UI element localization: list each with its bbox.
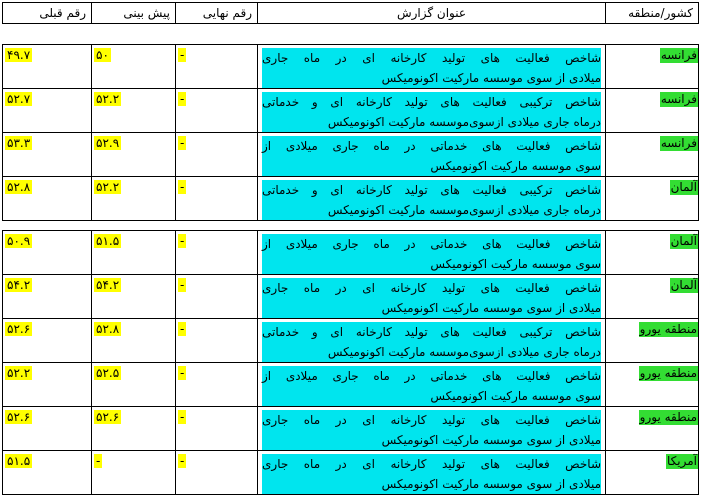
previous-value-cell (3, 407, 92, 451)
final-value-cell (176, 133, 258, 177)
table-row (3, 177, 699, 221)
previous-value: ۵۲.۷ (7, 92, 31, 106)
previous-value-cell (3, 133, 92, 177)
report-title-line-1: شاخص ترکیبی فعالیت های تولید کارخانه ای و خدماتی (262, 322, 601, 342)
country-label: آلمان (670, 278, 697, 292)
forecast-value-cell (92, 231, 176, 275)
country-label: آلمان (670, 180, 697, 194)
country-cell (606, 451, 699, 495)
report-title-line-1: شاخص ترکیبی فعالیت های تولید کارخانه ای و خدماتی (262, 92, 601, 112)
report-title-cell (258, 407, 606, 451)
final-value-cell (176, 231, 258, 275)
country-cell (606, 407, 699, 451)
table-row (3, 275, 699, 319)
country-label: آلمان (670, 234, 697, 248)
previous-value-cell (3, 451, 92, 495)
report-title-line-1: شاخص ترکیبی فعالیت های تولید کارخانه ای و خدماتی (262, 180, 601, 200)
forecast-value-cell (92, 133, 176, 177)
country-cell (606, 319, 699, 363)
table-row (3, 363, 699, 407)
report-title-cell (258, 363, 606, 407)
forecast-value-cell (92, 45, 176, 89)
report-title-line-2: میلادی از سوی موسسه مارکیت اکونومیکس (262, 68, 601, 88)
previous-value-cell (3, 177, 92, 221)
header-forecast: پیش بینی (92, 3, 176, 24)
report-title-line-1: شاخص فعالیت های تولید کارخانه ای در ماه جاری (262, 48, 601, 68)
previous-value: ۵۲.۶ (7, 322, 31, 336)
forecast-value-cell (92, 89, 176, 133)
report-title-line-1: شاخص فعالیت های خدماتی در ماه جاری میلادی از (262, 136, 601, 156)
forecast-value: ۵۲.۸ (96, 322, 120, 336)
forecast-value-cell (92, 363, 176, 407)
previous-value: ۵۳.۳ (7, 136, 31, 150)
country-label: فرانسه (660, 92, 697, 106)
table-row (3, 407, 699, 451)
report-title-line-2: سوی موسسه مارکیت اکونومیکس (262, 254, 601, 274)
country-label: آمریکا (666, 454, 697, 468)
previous-value: ۵۲.۶ (7, 410, 31, 424)
previous-value-cell (3, 319, 92, 363)
forecast-value: ۵۱.۵ (96, 234, 120, 248)
report-title-line-1: شاخص فعالیت های تولید کارخانه ای در ماه جاری (262, 278, 601, 298)
previous-value: ۵۴.۲ (7, 278, 31, 292)
previous-value: ۵۲.۲ (7, 366, 31, 380)
report-title-line-1: شاخص فعالیت های خدماتی در ماه جاری میلادی از (262, 366, 601, 386)
report-table-1-body (3, 45, 699, 221)
forecast-value-cell (92, 177, 176, 221)
report-title-line-1: شاخص فعالیت های تولید کارخانه ای در ماه جاری (262, 410, 601, 430)
report-title-line-2: درماه جاری میلادی ازسوی‌موسسه مارکیت اکونومیکس (262, 112, 601, 132)
final-value: - (180, 410, 185, 424)
country-cell (606, 177, 699, 221)
header-final: رقم نهایی (176, 3, 258, 24)
forecast-value: - (96, 454, 101, 468)
report-title-cell (258, 275, 606, 319)
forecast-value: ۵۲.۵ (96, 366, 120, 380)
forecast-value: ۵۲.۲ (96, 92, 120, 106)
previous-value: ۵۲.۸ (7, 180, 31, 194)
report-title-cell (258, 133, 606, 177)
header-table (2, 2, 699, 24)
forecast-value-cell (92, 275, 176, 319)
final-value: - (180, 322, 185, 336)
final-value: - (180, 454, 185, 468)
country-cell (606, 89, 699, 133)
forecast-value: ۵۲.۹ (96, 136, 120, 150)
final-value-cell (176, 451, 258, 495)
country-label: منطقه یورو (639, 322, 697, 336)
final-value: - (180, 180, 185, 194)
country-cell (606, 231, 699, 275)
country-label: فرانسه (660, 136, 697, 150)
forecast-value: ۵۰ (96, 48, 109, 62)
report-title-line-2: درماه جاری میلادی ازسوی‌موسسه مارکیت اکونومیکس (262, 200, 601, 220)
previous-value-cell (3, 45, 92, 89)
header-title: عنوان گزارش (258, 3, 606, 24)
report-title-cell (258, 231, 606, 275)
report-title-line-2: سوی موسسه مارکیت اکونومیکس (262, 386, 601, 406)
table-row (3, 45, 699, 89)
report-title-cell (258, 89, 606, 133)
report-title-cell (258, 177, 606, 221)
previous-value-cell (3, 275, 92, 319)
country-cell (606, 45, 699, 89)
report-title-line-2: درماه جاری میلادی ازسوی‌موسسه مارکیت اکونومیکس (262, 342, 601, 362)
report-title-line-2: میلادی از سوی موسسه مارکیت اکونومیکس (262, 298, 601, 318)
final-value: - (180, 48, 185, 62)
country-cell (606, 363, 699, 407)
header-previous: رقم قبلی (3, 3, 92, 24)
report-table-2 (2, 230, 699, 495)
final-value-cell (176, 275, 258, 319)
previous-value: ۴۹.۷ (7, 48, 31, 62)
report-title-cell (258, 319, 606, 363)
final-value-cell (176, 319, 258, 363)
forecast-value-cell (92, 319, 176, 363)
table-row (3, 231, 699, 275)
report-table-2-body (3, 231, 699, 495)
report-title-line-2: میلادی از سوی موسسه مارکیت اکونومیکس (262, 430, 601, 450)
final-value-cell (176, 363, 258, 407)
report-title-line-2: سوی موسسه مارکیت اکونومیکس (262, 156, 601, 176)
country-cell (606, 133, 699, 177)
final-value: - (180, 136, 185, 150)
report-table-1 (2, 44, 699, 221)
table-row (3, 133, 699, 177)
report-title-line-1: شاخص فعالیت های خدماتی در ماه جاری میلادی از (262, 234, 601, 254)
final-value: - (180, 92, 185, 106)
header-country: کشور/منطقه (606, 3, 699, 24)
final-value-cell (176, 89, 258, 133)
report-title-line-2: میلادی از سوی موسسه مارکیت اکونومیکس (262, 474, 601, 494)
final-value: - (180, 366, 185, 380)
report-title-cell (258, 451, 606, 495)
forecast-value-cell (92, 451, 176, 495)
country-label: منطقه یورو (639, 410, 697, 424)
previous-value-cell (3, 89, 92, 133)
country-label: فرانسه (660, 48, 697, 62)
previous-value-cell (3, 363, 92, 407)
report-title-cell (258, 45, 606, 89)
report-title-line-1: شاخص فعالیت های تولید کارخانه ای در ماه جاری (262, 454, 601, 474)
header-row (3, 3, 699, 24)
table-row (3, 89, 699, 133)
final-value-cell (176, 45, 258, 89)
final-value-cell (176, 177, 258, 221)
table-row (3, 451, 699, 495)
previous-value-cell (3, 231, 92, 275)
forecast-value-cell (92, 407, 176, 451)
final-value: - (180, 234, 185, 248)
country-cell (606, 275, 699, 319)
table-row (3, 319, 699, 363)
forecast-value: ۵۲.۲ (96, 180, 120, 194)
final-value-cell (176, 407, 258, 451)
forecast-value: ۵۴.۲ (96, 278, 120, 292)
country-label: منطقه یورو (639, 366, 697, 380)
previous-value: ۵۱.۵ (7, 454, 31, 468)
final-value: - (180, 278, 185, 292)
forecast-value: ۵۲.۶ (96, 410, 120, 424)
previous-value: ۵۰.۹ (7, 234, 31, 248)
